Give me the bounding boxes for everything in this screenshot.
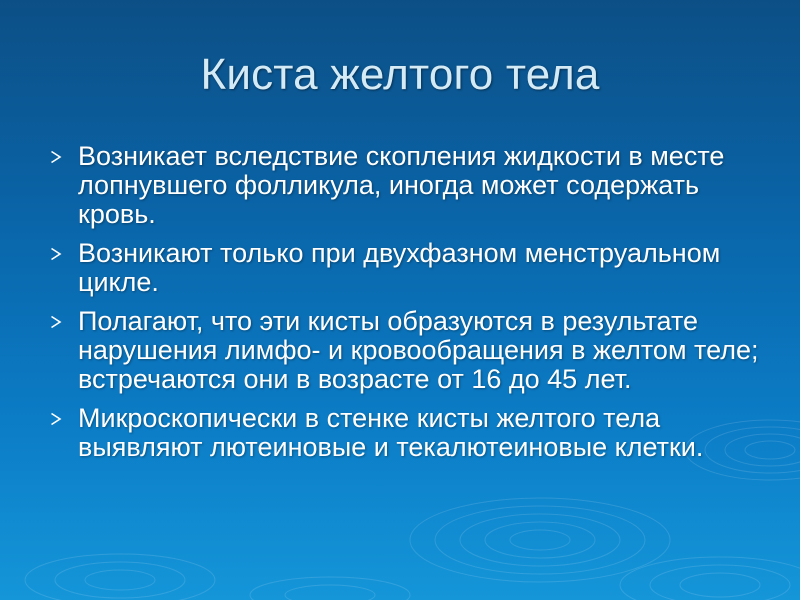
bullet-item	[48, 307, 760, 394]
bullet-text: Возникает вследствие скопления жидкости в месте лопнувшего фолликула, иногда может содержать кровь.	[78, 141, 725, 229]
arrowhead-icon	[50, 315, 62, 329]
bullet-item	[48, 142, 760, 229]
arrowhead-icon	[50, 412, 62, 426]
bullet-list	[48, 142, 760, 472]
bullet-item	[48, 239, 760, 297]
bullet-text: Микроскопически в стенке кисты желтого тела выявляют лютеиновые и текалютеиновые клетки.	[78, 403, 704, 462]
slide-title: Киста желтого тела	[200, 50, 600, 99]
bullet-text: Возникают только при двухфазном менструальном цикле.	[78, 238, 721, 297]
arrowhead-icon	[50, 247, 62, 261]
bullet-item	[48, 404, 760, 462]
bullet-text: Полагают, что эти кисты образуются в результате нарушения лимфо- и кровообращения в желтом теле; встречаются они в возрасте от 16 до 45 лет.	[78, 306, 759, 394]
arrowhead-icon	[50, 150, 62, 164]
